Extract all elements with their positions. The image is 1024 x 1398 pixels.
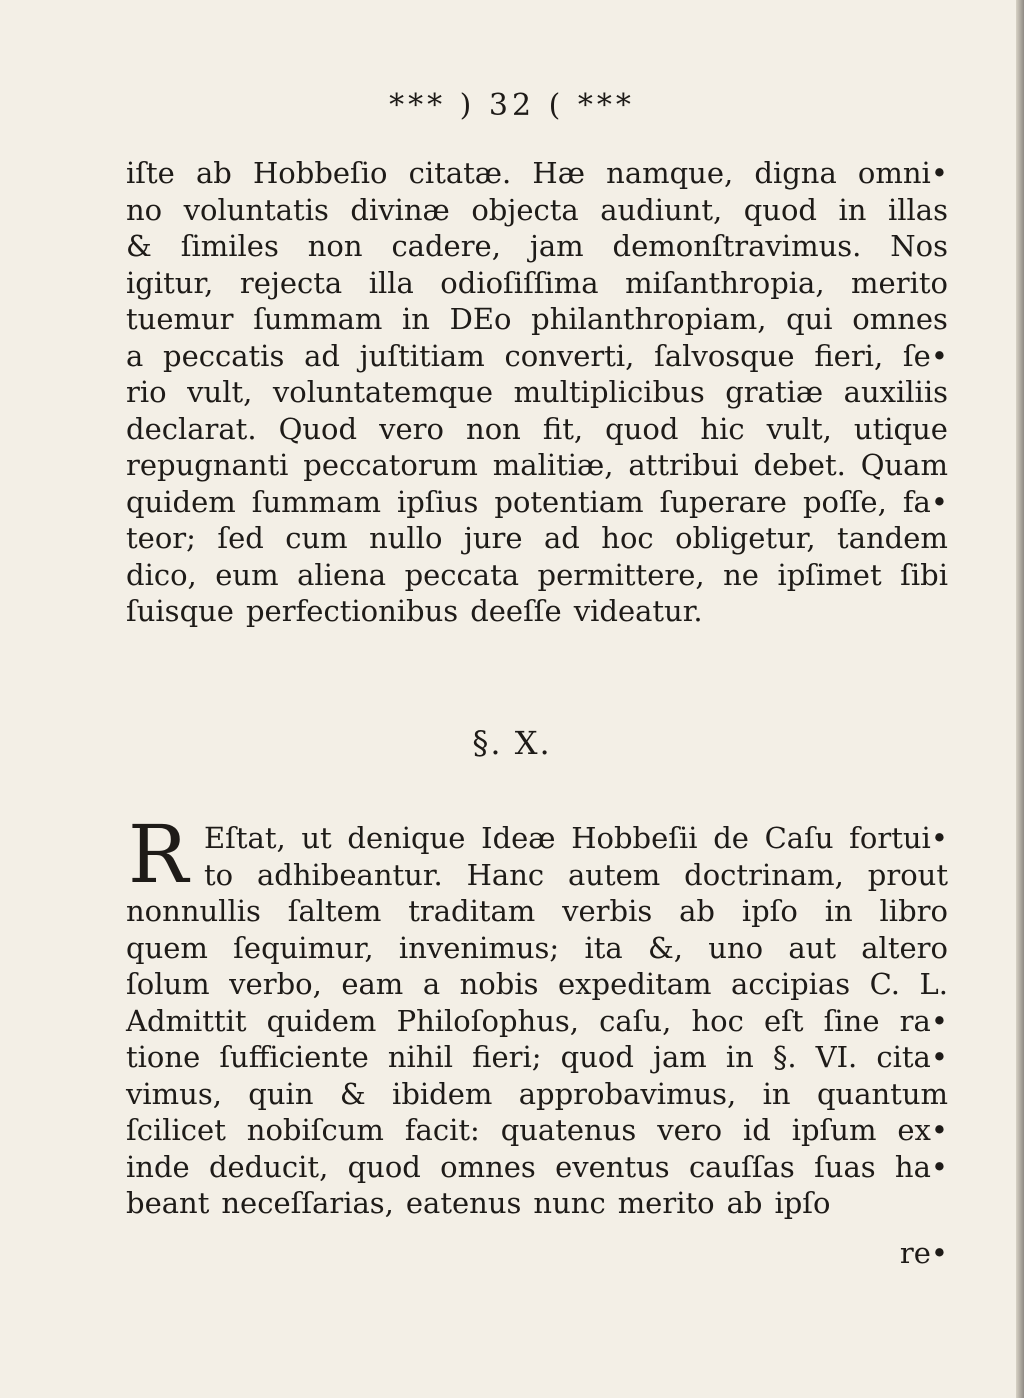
word: approbavimus, bbox=[518, 1076, 737, 1111]
word: fortui• bbox=[849, 821, 948, 855]
word: ra• bbox=[899, 1003, 948, 1038]
word: perfectionibus bbox=[245, 594, 459, 628]
word: ſequimur, bbox=[233, 930, 374, 965]
word: quod bbox=[743, 192, 817, 227]
word: fa• bbox=[902, 484, 948, 519]
word: VI. bbox=[815, 1040, 858, 1074]
word: fieri; bbox=[472, 1040, 542, 1074]
word: quidem bbox=[266, 1003, 377, 1038]
word: ſufficiente bbox=[219, 1040, 369, 1074]
word: vult, bbox=[766, 411, 832, 446]
word: Nos bbox=[890, 229, 948, 263]
section-heading: §. X. bbox=[472, 724, 552, 762]
word: igitur, bbox=[126, 265, 214, 300]
word: vero bbox=[657, 1113, 723, 1147]
word: ipſum bbox=[791, 1113, 877, 1147]
text-line bbox=[126, 1076, 948, 1113]
word: rio bbox=[126, 375, 167, 409]
word: poſſe, bbox=[802, 484, 887, 519]
word: quod bbox=[605, 411, 679, 446]
text-line bbox=[126, 1112, 948, 1149]
text-line bbox=[126, 966, 948, 1003]
text-line bbox=[126, 228, 948, 265]
word: nihil bbox=[387, 1040, 454, 1074]
word: ita bbox=[584, 930, 623, 965]
text-line bbox=[126, 857, 948, 894]
word: deeſſe bbox=[470, 594, 562, 628]
word: ſcilicet bbox=[126, 1113, 226, 1147]
word: merito bbox=[617, 1186, 715, 1220]
word: potentiam bbox=[494, 484, 644, 519]
word: repugnanti bbox=[126, 448, 289, 482]
word: neceſſarias, bbox=[221, 1186, 394, 1220]
text-line bbox=[126, 893, 948, 930]
word: tandem bbox=[837, 521, 948, 555]
word: de bbox=[713, 821, 749, 855]
text-line bbox=[126, 447, 948, 484]
word: nunc bbox=[533, 1186, 606, 1220]
word: peccatis bbox=[163, 338, 285, 373]
text-line bbox=[126, 520, 948, 557]
word: jam bbox=[652, 1040, 707, 1074]
word: cum bbox=[285, 521, 348, 555]
word: attribui bbox=[628, 448, 739, 482]
text-line bbox=[126, 1149, 948, 1186]
word: philanthropiam, bbox=[531, 302, 767, 336]
word: auxiliis bbox=[843, 375, 948, 409]
running-head: *** ) 32 ( *** bbox=[389, 88, 635, 123]
word: ſummam bbox=[253, 302, 383, 336]
word: audiunt, bbox=[600, 192, 723, 227]
word: autem bbox=[567, 857, 661, 892]
word: quin bbox=[248, 1076, 314, 1111]
word: ſimiles bbox=[180, 229, 279, 263]
text-line bbox=[126, 557, 948, 594]
text-line bbox=[126, 338, 948, 375]
text-line bbox=[126, 484, 948, 521]
word: quidem bbox=[126, 484, 236, 519]
word: permittere, bbox=[537, 557, 705, 592]
word: &, bbox=[647, 930, 683, 965]
word: Eſtat, bbox=[204, 821, 286, 855]
word: obligetur, bbox=[675, 521, 816, 555]
word: ſe• bbox=[902, 338, 948, 373]
word: Hobbeſio bbox=[253, 156, 388, 190]
word: divinæ bbox=[350, 192, 450, 227]
word: iſte bbox=[126, 156, 175, 190]
word: C. bbox=[869, 967, 900, 1001]
word: videatur. bbox=[573, 594, 703, 628]
word: malitiæ, bbox=[492, 448, 614, 482]
word: & bbox=[126, 229, 152, 263]
word: ſalvosque bbox=[654, 338, 795, 373]
word: in bbox=[402, 302, 430, 336]
word: qui bbox=[786, 302, 833, 336]
word: ſed bbox=[217, 521, 264, 555]
word: Admittit bbox=[126, 1003, 247, 1038]
word: ex• bbox=[897, 1113, 948, 1147]
word: dico, bbox=[126, 557, 197, 592]
word: DEo bbox=[449, 302, 512, 336]
word: eatenus bbox=[405, 1186, 522, 1220]
word: multiplicibus bbox=[513, 375, 705, 409]
word: Quod bbox=[278, 411, 358, 446]
word: jam bbox=[529, 229, 584, 263]
word: hoc bbox=[691, 1003, 744, 1038]
word: eſt bbox=[763, 1003, 804, 1038]
text-line bbox=[126, 820, 948, 857]
word: quem bbox=[126, 930, 208, 965]
word: a bbox=[422, 967, 441, 1001]
word: nobiſcum bbox=[246, 1113, 384, 1147]
word: facit: bbox=[404, 1113, 480, 1147]
word: vimus, bbox=[126, 1076, 222, 1111]
word: L. bbox=[919, 967, 948, 1001]
word: ab bbox=[195, 156, 232, 190]
word: demonſtravimus. bbox=[612, 229, 862, 263]
text-line bbox=[126, 411, 948, 448]
word: Hobbeſii bbox=[571, 821, 698, 855]
text-line bbox=[126, 930, 948, 967]
word: cauſſas bbox=[688, 1149, 795, 1184]
word: denique bbox=[347, 821, 466, 855]
page-edge bbox=[1016, 0, 1024, 1398]
word: caſu, bbox=[599, 1003, 672, 1038]
word: omnes bbox=[440, 1149, 536, 1184]
word: tuemur bbox=[126, 302, 234, 336]
word: quatenus bbox=[500, 1113, 637, 1147]
word: traditam bbox=[408, 894, 536, 928]
word: ab bbox=[726, 1186, 763, 1220]
word: ad bbox=[544, 521, 580, 555]
word: invenimus; bbox=[398, 930, 560, 965]
word: ſaltem bbox=[287, 894, 382, 928]
word: altero bbox=[861, 930, 948, 965]
word: deducit, bbox=[208, 1149, 329, 1184]
word: digna bbox=[754, 156, 837, 190]
word: libro bbox=[879, 894, 948, 928]
word: declarat. bbox=[126, 411, 257, 446]
word: ſolum bbox=[126, 967, 210, 1001]
word: ut bbox=[301, 821, 332, 855]
word: miſanthropia, bbox=[625, 265, 825, 300]
text-line bbox=[126, 1185, 948, 1222]
word: uno bbox=[708, 930, 764, 965]
word: accipias bbox=[731, 967, 851, 1001]
word: eum bbox=[215, 557, 279, 592]
text-line bbox=[126, 374, 948, 411]
word: Caſu bbox=[764, 821, 834, 855]
paragraph-2 bbox=[126, 820, 948, 1222]
word: ſuperare bbox=[659, 484, 787, 519]
word: Hanc bbox=[466, 857, 545, 892]
word: Quam bbox=[860, 448, 948, 482]
word: ipſo bbox=[774, 1186, 831, 1220]
word: Philoſophus, bbox=[396, 1003, 579, 1038]
word: ſibi bbox=[900, 557, 948, 592]
word: peccata bbox=[404, 557, 520, 592]
word: ibidem bbox=[392, 1076, 493, 1111]
catchword: re• bbox=[899, 1236, 948, 1270]
word: ad bbox=[304, 338, 340, 373]
word: ha• bbox=[894, 1149, 948, 1184]
word: ſuas bbox=[814, 1149, 876, 1184]
word: gratiæ bbox=[725, 375, 824, 409]
word: tione bbox=[126, 1040, 201, 1074]
word: inde bbox=[126, 1149, 190, 1184]
word: a bbox=[126, 338, 144, 373]
word: ab bbox=[679, 894, 715, 928]
word: namque, bbox=[606, 156, 734, 190]
word: quod bbox=[347, 1149, 421, 1184]
word: cita• bbox=[876, 1040, 948, 1074]
word: illas bbox=[887, 192, 948, 227]
word: odioſiſſima bbox=[440, 265, 599, 300]
word: verbis bbox=[562, 894, 653, 928]
word: ſine bbox=[823, 1003, 880, 1038]
word: utique bbox=[853, 411, 948, 446]
word: fit, bbox=[542, 411, 584, 446]
word: rejecta bbox=[239, 265, 343, 300]
word: in bbox=[838, 192, 867, 227]
word: merito bbox=[851, 265, 948, 300]
text-line bbox=[126, 155, 948, 192]
word: illa bbox=[368, 265, 414, 300]
text-line bbox=[126, 192, 948, 229]
word: omnes bbox=[852, 302, 948, 336]
word: & bbox=[339, 1076, 366, 1111]
text-line bbox=[126, 1039, 948, 1076]
word: juſtitiam bbox=[359, 338, 485, 373]
word: converti, bbox=[504, 338, 635, 373]
drop-cap: R bbox=[128, 808, 189, 901]
word: ne bbox=[723, 557, 759, 592]
word: prout bbox=[867, 857, 948, 892]
word: expeditam bbox=[558, 967, 712, 1001]
word: vult, bbox=[187, 375, 253, 409]
word: hic bbox=[700, 411, 745, 446]
word: no bbox=[126, 192, 163, 227]
word: adhibeantur. bbox=[257, 857, 443, 892]
word: nonnullis bbox=[126, 894, 261, 928]
word: beant bbox=[126, 1186, 210, 1220]
word: cadere, bbox=[391, 229, 501, 263]
word: omni• bbox=[857, 156, 948, 190]
word: hoc bbox=[601, 521, 654, 555]
word: quod bbox=[560, 1040, 634, 1074]
word: ipſo bbox=[741, 894, 798, 928]
word: doctrinam, bbox=[684, 857, 844, 892]
word: in bbox=[824, 894, 853, 928]
word: non bbox=[466, 411, 521, 446]
word: non bbox=[307, 229, 363, 263]
word: eventus bbox=[555, 1149, 670, 1184]
paragraph-1 bbox=[126, 155, 948, 630]
word: vero bbox=[379, 411, 444, 446]
word: id bbox=[742, 1113, 771, 1147]
word: Hæ bbox=[532, 156, 585, 190]
word: aut bbox=[788, 930, 836, 965]
word: Ideæ bbox=[481, 821, 556, 855]
word: §. bbox=[772, 1040, 797, 1074]
word: ſummam bbox=[251, 484, 381, 519]
word: aliena bbox=[297, 557, 387, 592]
text-line bbox=[126, 265, 948, 302]
word: fieri, bbox=[814, 338, 884, 373]
word: nullo bbox=[369, 521, 443, 555]
word: jure bbox=[463, 521, 523, 555]
text-line bbox=[126, 1003, 948, 1040]
word: debet. bbox=[753, 448, 846, 482]
word: peccatorum bbox=[303, 448, 478, 482]
word: in bbox=[762, 1076, 791, 1111]
word: in bbox=[725, 1040, 754, 1074]
word: ipſimet bbox=[777, 557, 882, 592]
text-line bbox=[126, 301, 948, 338]
word: to bbox=[204, 857, 234, 892]
word: ipſius bbox=[396, 484, 479, 519]
word: nobis bbox=[459, 967, 539, 1001]
word: ſuisque bbox=[126, 594, 234, 628]
word: teor; bbox=[126, 521, 196, 555]
word: voluntatemque bbox=[272, 375, 494, 409]
word: eam bbox=[341, 967, 404, 1001]
word: citatæ. bbox=[408, 156, 512, 190]
word: verbo, bbox=[229, 967, 322, 1001]
text-line bbox=[126, 593, 948, 630]
word: quantum bbox=[816, 1076, 948, 1111]
word: objecta bbox=[471, 192, 579, 227]
word: voluntatis bbox=[183, 192, 329, 227]
